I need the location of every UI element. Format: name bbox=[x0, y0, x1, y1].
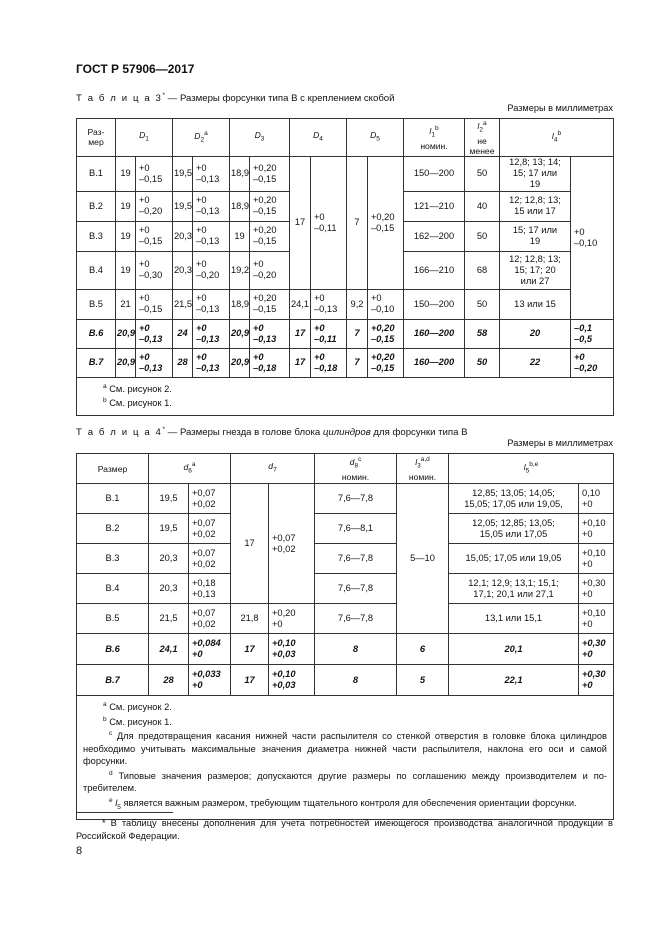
table3-header-d2: $D_2^a$ bbox=[173, 119, 230, 157]
cell-d2: 24 bbox=[173, 319, 193, 348]
cell-d7-tol: +0,20 +0 bbox=[269, 604, 315, 634]
cell-l1: 162—200 bbox=[404, 221, 465, 251]
row-name: В.2 bbox=[77, 191, 116, 221]
cell-l1: 160—200 bbox=[404, 348, 465, 377]
cell-l5-tol: +0,30 +0 bbox=[579, 634, 614, 665]
cell-l1: 150—200 bbox=[404, 156, 465, 191]
cell-d3: 20,9 bbox=[230, 348, 250, 377]
cell-d2: 19,5 bbox=[173, 156, 193, 191]
cell-d2-tol: +0 –0,13 bbox=[193, 156, 230, 191]
cell-l4: 22 bbox=[500, 348, 571, 377]
cell-d3: 20,9 bbox=[230, 319, 250, 348]
cell-d2-tol: +0 –0,13 bbox=[193, 289, 230, 319]
cell-d8: 7,6—7,8 bbox=[315, 544, 397, 574]
cell-d7-tol: +0,10 +0,03 bbox=[269, 634, 315, 665]
cell-l4: 12,8; 13; 14; 15; 17 или 19 bbox=[500, 156, 571, 191]
page-number: 8 bbox=[76, 845, 83, 857]
cell-l5: 22,1 bbox=[449, 665, 579, 696]
cell-d3: 19,2 bbox=[230, 251, 250, 289]
cell-d3-tol: +0 –0,13 bbox=[250, 319, 290, 348]
row-name: В.6 bbox=[77, 319, 116, 348]
footnote-divider bbox=[76, 812, 173, 813]
cell-d3-tol: +0,20 –0,15 bbox=[250, 289, 290, 319]
cell-l4: 15; 17 или 19 bbox=[500, 221, 571, 251]
cell-l1: 121—210 bbox=[404, 191, 465, 221]
table3-units: Размеры в миллиметрах bbox=[507, 103, 613, 113]
table-row bbox=[77, 319, 614, 348]
cell-d3-tol: +0,20 –0,15 bbox=[250, 221, 290, 251]
cell-d5-tol: +0,20 –0,15 bbox=[368, 348, 404, 377]
row-name: В.4 bbox=[77, 574, 149, 604]
table4-note-a: $^a$ См. рисунок 2. bbox=[103, 701, 172, 713]
cell-l4: 12; 12,8; 13; 15; 17; 20 или 27 bbox=[500, 251, 571, 289]
cell-d8: 8 bbox=[315, 665, 397, 696]
table4-header-l3: $l_3^{a,d}$ номин. bbox=[397, 454, 449, 484]
cell-d4-tol: +0 –0,11 bbox=[311, 319, 347, 348]
table3-header-size: Раз- мер bbox=[77, 119, 116, 157]
cell-d7-merged: 17 bbox=[231, 484, 269, 604]
cell-l4: 20 bbox=[500, 319, 571, 348]
cell-d1-tol: +0 –0,15 bbox=[136, 221, 173, 251]
table4-header-row bbox=[77, 454, 614, 484]
row-name: В.3 bbox=[77, 221, 116, 251]
cell-d3: 18,9 bbox=[230, 191, 250, 221]
cell-d7: 17 bbox=[231, 634, 269, 665]
cell-l3: 5 bbox=[397, 665, 449, 696]
cell-l1: 160—200 bbox=[404, 319, 465, 348]
cell-d4-merged: 17 bbox=[290, 156, 311, 289]
cell-d1-tol: +0 –0,20 bbox=[136, 191, 173, 221]
cell-l1: 150—200 bbox=[404, 289, 465, 319]
cell-l3-merged: 5—10 bbox=[397, 484, 449, 634]
table-row bbox=[77, 289, 614, 319]
footnote: * В таблицу внесены дополнения для учета потребностей имеющегося производства аналогичной продукции в Российской Федерации. bbox=[76, 818, 613, 841]
cell-l5-tol: +0,30 +0 bbox=[579, 574, 614, 604]
cell-d6: 19,5 bbox=[149, 514, 189, 544]
cell-l2: 50 bbox=[465, 221, 500, 251]
table3-notes-row bbox=[77, 377, 614, 415]
cell-d4-tol-merged: +0 –0,11 bbox=[311, 156, 347, 289]
cell-d1: 19 bbox=[116, 156, 136, 191]
table3-note-b: $^b$ См. рисунок 1. bbox=[103, 397, 172, 409]
cell-d2: 20,3 bbox=[173, 251, 193, 289]
row-name: В.1 bbox=[77, 156, 116, 191]
cell-l4: 13 или 15 bbox=[500, 289, 571, 319]
cell-l4-tol: –0,1 –0,5 bbox=[571, 319, 614, 348]
table-row bbox=[77, 514, 614, 544]
table4-header-size: Размер bbox=[77, 454, 149, 484]
table-row bbox=[77, 574, 614, 604]
cell-l4-tol: +0 –0,20 bbox=[571, 348, 614, 377]
table3-header-d3: $D_3$ bbox=[230, 119, 290, 157]
cell-d3: 18,9 bbox=[230, 289, 250, 319]
table-row bbox=[77, 544, 614, 574]
cell-l4: 12; 12,8; 13; 15 или 17 bbox=[500, 191, 571, 221]
cell-d8: 7,6—8,1 bbox=[315, 514, 397, 544]
cell-l5-tol: +0,10 +0 bbox=[579, 544, 614, 574]
table4 bbox=[76, 453, 614, 820]
row-name: В.7 bbox=[77, 665, 149, 696]
cell-d8: 7,6—7,8 bbox=[315, 484, 397, 514]
cell-d4: 17 bbox=[290, 319, 311, 348]
cell-l5-tol: +0,10 +0 bbox=[579, 514, 614, 544]
cell-l5: 13,1 или 15,1 bbox=[449, 604, 579, 634]
row-name: В.5 bbox=[77, 289, 116, 319]
table-row bbox=[77, 484, 614, 514]
cell-d5-tol: +0,20 –0,15 bbox=[368, 319, 404, 348]
cell-d8: 7,6—7,8 bbox=[315, 604, 397, 634]
table3-note-a: $^a$ См. рисунок 2. bbox=[103, 382, 172, 394]
table3-header-d4: $D_4$ bbox=[290, 119, 347, 157]
cell-d2-tol: +0 –0,13 bbox=[193, 348, 230, 377]
cell-d1-tol: +0 –0,30 bbox=[136, 251, 173, 289]
cell-d2-tol: +0 –0,20 bbox=[193, 251, 230, 289]
cell-d8: 7,6—7,8 bbox=[315, 574, 397, 604]
cell-l5-tol: +0,30 +0 bbox=[579, 665, 614, 696]
row-name: В.1 bbox=[77, 484, 149, 514]
row-name: В.5 bbox=[77, 604, 149, 634]
cell-d6-tol: +0,07 +0,02 bbox=[189, 514, 231, 544]
cell-l2: 68 bbox=[465, 251, 500, 289]
cell-l2: 58 bbox=[465, 319, 500, 348]
cell-d1: 19 bbox=[116, 221, 136, 251]
table3-header-row bbox=[77, 119, 614, 157]
cell-d4-tol: +0 –0,13 bbox=[311, 289, 347, 319]
cell-d2-tol: +0 –0,13 bbox=[193, 191, 230, 221]
cell-l5: 12,1; 12,9; 13,1; 15,1; 17,1; 20,1 или 27,1 bbox=[449, 574, 579, 604]
cell-d6-tol: +0,033 +0 bbox=[189, 665, 231, 696]
cell-l1: 166—210 bbox=[404, 251, 465, 289]
table3-header-l4: $l_4^b$ bbox=[500, 119, 614, 157]
cell-d1-tol: +0 –0,13 bbox=[136, 348, 173, 377]
table-row bbox=[77, 348, 614, 377]
table3 bbox=[76, 118, 614, 416]
cell-d6-tol: +0,084 +0 bbox=[189, 634, 231, 665]
cell-d5-merged: 7 bbox=[347, 156, 368, 289]
cell-l3: 6 bbox=[397, 634, 449, 665]
cell-d3-tol: +0,20 –0,15 bbox=[250, 156, 290, 191]
cell-d3: 18,9 bbox=[230, 156, 250, 191]
cell-l5: 12,05; 12,85; 13,05; 15,05 или 17,05 bbox=[449, 514, 579, 544]
cell-d1: 19 bbox=[116, 251, 136, 289]
cell-d1-tol: +0 –0,15 bbox=[136, 156, 173, 191]
table4-note-e: $^e$ $l_5$ является важным размером, требующим тщательного контроля для обеспечения ориентации форсунки. bbox=[109, 796, 577, 811]
cell-l4-tol-merged: +0 –0,10 bbox=[571, 156, 614, 319]
table4-header-d8: $d_8^c$ номин. bbox=[315, 454, 397, 484]
cell-d7-tol-merged: +0,07 +0,02 bbox=[269, 484, 315, 604]
cell-l5-tol: 0,10 +0 bbox=[579, 484, 614, 514]
table-row bbox=[77, 156, 614, 191]
cell-d1: 21 bbox=[116, 289, 136, 319]
cell-d1-tol: +0 –0,13 bbox=[136, 319, 173, 348]
cell-d6: 19,5 bbox=[149, 484, 189, 514]
cell-l2: 50 bbox=[465, 156, 500, 191]
table3-header-l1: $l_1^b$ номин. bbox=[404, 119, 465, 157]
cell-d7: 17 bbox=[231, 665, 269, 696]
cell-d2: 19,5 bbox=[173, 191, 193, 221]
cell-l5: 12,85; 13,05; 14,05; 15,05; 17,05 или 19,05, bbox=[449, 484, 579, 514]
table4-notes-row bbox=[77, 696, 614, 820]
cell-d8: 8 bbox=[315, 634, 397, 665]
table4-notes bbox=[77, 696, 614, 820]
cell-d3-tol: +0 –0,18 bbox=[250, 348, 290, 377]
cell-d7-tol: +0,10 +0,03 bbox=[269, 665, 315, 696]
cell-d6: 20,3 bbox=[149, 574, 189, 604]
cell-d6: 21,5 bbox=[149, 604, 189, 634]
cell-d5: 7 bbox=[347, 348, 368, 377]
cell-d3-tol: +0,20 –0,15 bbox=[250, 191, 290, 221]
cell-d3-tol: +0 –0,20 bbox=[250, 251, 290, 289]
row-name: В.3 bbox=[77, 544, 149, 574]
cell-d6: 20,3 bbox=[149, 544, 189, 574]
table4-note-b: $^b$ См. рисунок 1. bbox=[103, 715, 172, 727]
cell-d5-tol: +0 –0,10 bbox=[368, 289, 404, 319]
table3-caption: Т а б л и ц а 3* — Размеры форсунки типа В с креплением скобой bbox=[76, 92, 395, 105]
table4-caption: Т а б л и ц а 4* — Размеры гнезда в голове блока цилиндров для форсунки типа В bbox=[76, 426, 468, 439]
cell-d2: 21,5 bbox=[173, 289, 193, 319]
table4-units: Размеры в миллиметрах bbox=[507, 438, 613, 448]
table4-note-d: $^d$ Типовые значения размеров; допускаются другие размеры по соглашению между производителем и по-требителем. bbox=[83, 769, 607, 794]
cell-d2-tol: +0 –0,13 bbox=[193, 319, 230, 348]
cell-d2-tol: +0 –0,13 bbox=[193, 221, 230, 251]
cell-d7: 21,8 bbox=[231, 604, 269, 634]
row-name: В.2 bbox=[77, 514, 149, 544]
cell-d4: 17 bbox=[290, 348, 311, 377]
table-row bbox=[77, 634, 614, 665]
cell-d1-tol: +0 –0,15 bbox=[136, 289, 173, 319]
cell-l2: 50 bbox=[465, 289, 500, 319]
cell-d1: 19 bbox=[116, 191, 136, 221]
cell-d6-tol: +0,18 +0,13 bbox=[189, 574, 231, 604]
cell-d1: 20,9 bbox=[116, 319, 136, 348]
cell-l2: 40 bbox=[465, 191, 500, 221]
table3-header-d1: $D_1$ bbox=[116, 119, 173, 157]
cell-d1: 20,9 bbox=[116, 348, 136, 377]
table-row bbox=[77, 665, 614, 696]
cell-d6-tol: +0,07 +0,02 bbox=[189, 544, 231, 574]
table3-header-d5: $D_5$ bbox=[347, 119, 404, 157]
row-name: В.4 bbox=[77, 251, 116, 289]
cell-d2: 28 bbox=[173, 348, 193, 377]
table4-note-c: $^c$ Для предотвращения касания нижней части распылителя со стенкой отверстия в головке блока цилиндров необходимо учитывать максимальные значения диаметра нижней части распылителя, наклона его оси и самой форсунки. bbox=[83, 730, 607, 767]
cell-d4-tol: +0 –0,18 bbox=[311, 348, 347, 377]
row-name: В.7 bbox=[77, 348, 116, 377]
cell-d4: 24,1 bbox=[290, 289, 311, 319]
cell-d5: 9,2 bbox=[347, 289, 368, 319]
cell-l2: 50 bbox=[465, 348, 500, 377]
cell-l5-tol: +0,10 +0 bbox=[579, 604, 614, 634]
cell-d5: 7 bbox=[347, 319, 368, 348]
cell-l5: 15,05; 17,05 или 19,05 bbox=[449, 544, 579, 574]
table3-header-l2: $l_2^a$ не менее bbox=[465, 119, 500, 157]
table4-header-d6: $d_6^a$ bbox=[149, 454, 231, 484]
table4-header-d7: $d_7$ bbox=[231, 454, 315, 484]
cell-d3: 19 bbox=[230, 221, 250, 251]
cell-d6: 24,1 bbox=[149, 634, 189, 665]
table-row bbox=[77, 604, 614, 634]
row-name: В.6 bbox=[77, 634, 149, 665]
cell-d6-tol: +0,07 +0,02 bbox=[189, 604, 231, 634]
table3-notes bbox=[77, 377, 614, 415]
cell-l5: 20,1 bbox=[449, 634, 579, 665]
cell-d6-tol: +0,07 +0,02 bbox=[189, 484, 231, 514]
cell-d5-tol-merged: +0,20 –0,15 bbox=[368, 156, 404, 289]
table4-header-l5: $l_5^{b,e}$ bbox=[449, 454, 614, 484]
cell-d2: 20,3 bbox=[173, 221, 193, 251]
cell-d6: 28 bbox=[149, 665, 189, 696]
document-code: ГОСТ Р 57906—2017 bbox=[76, 62, 195, 76]
